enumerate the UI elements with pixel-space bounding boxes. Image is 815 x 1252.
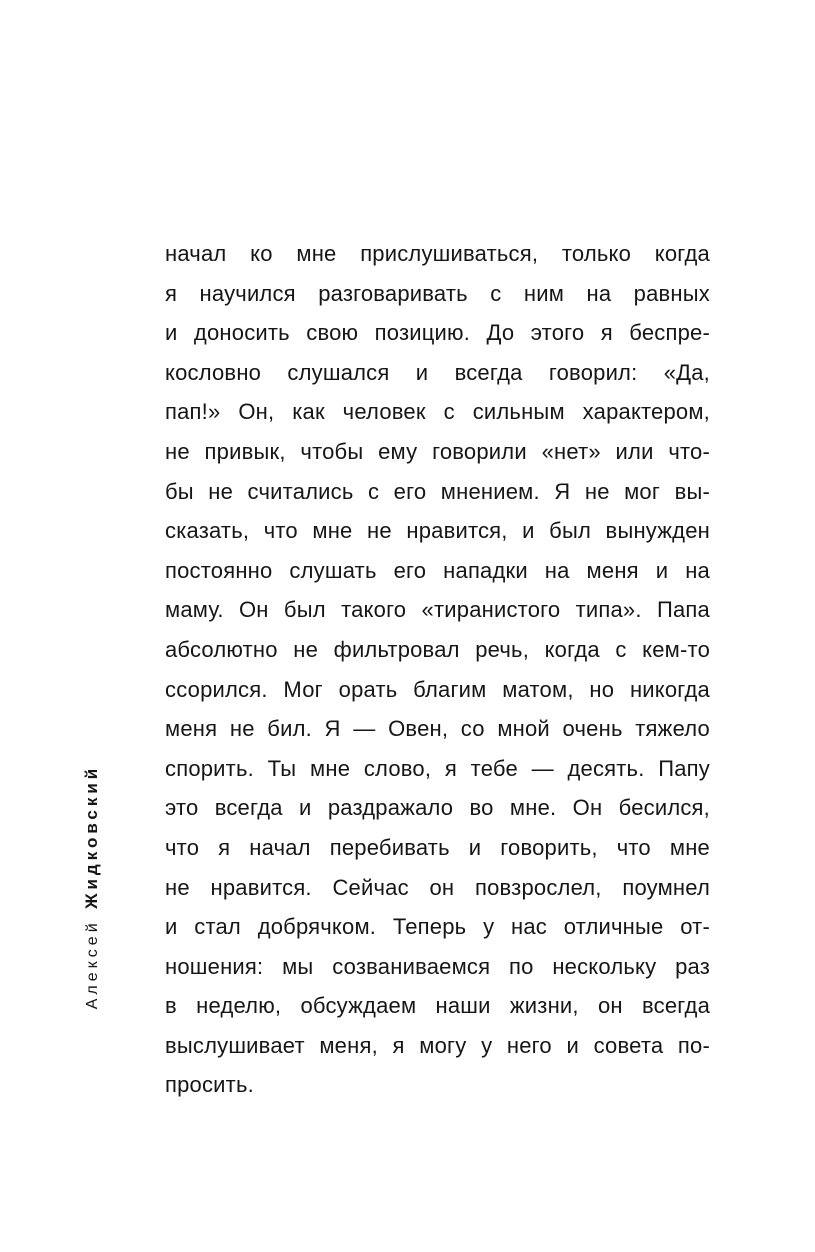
text-line: не нравится. Сейчас он повзрослел, поумнел <box>165 874 710 900</box>
text-line: ношения: мы созваниваемся по нескольку раз <box>165 953 710 979</box>
text-line: в неделю, обсуждаем наши жизни, он всегда <box>165 993 710 1019</box>
author-vertical-label <box>82 727 108 1047</box>
text-line: абсолютно не фильтровал речь, когда с кем-то <box>165 636 710 662</box>
text-line: начал ко мне прислушиваться, только когда <box>165 241 710 266</box>
text-line: маму. Он был такого «тиранистого типа». Папа <box>165 597 710 623</box>
text-line: ссорился. Мог орать благим матом, но никогда <box>165 676 710 702</box>
text-line: и доносить свою позицию. До этого я беспре- <box>165 320 710 346</box>
text-line: это всегда и раздражало во мне. Он бесился, <box>165 795 710 821</box>
body-text-block <box>165 234 710 1105</box>
text-line: бы не считались с его мнением. Я не мог вы- <box>165 478 710 504</box>
text-line: меня не бил. Я — Овен, со мной очень тяжело <box>165 716 710 742</box>
text-line: я научился разговаривать с ним на равных <box>165 280 710 306</box>
text-line: постоянно слушать его нападки на меня и на <box>165 557 710 583</box>
text-line: что я начал перебивать и говорить, что мне <box>165 834 710 860</box>
text-line: пап!» Он, как человек с сильным характером, <box>165 399 710 425</box>
text-line: выслушивает меня, я могу у него и совета по- <box>165 1032 710 1058</box>
text-line: не привык, чтобы ему говорили «нет» или что- <box>165 438 710 464</box>
text-line: кословно слушался и всегда говорил: «Да, <box>165 359 710 385</box>
text-line: спорить. Ты мне слово, я тебе — десять. Папу <box>165 755 710 781</box>
text-line: сказать, что мне не нравится, и был вынужден <box>165 518 710 544</box>
text-line: просить. <box>165 1072 254 1098</box>
author-first-name: Алексей <box>84 919 101 1010</box>
author-last-name: Жидковский <box>82 764 101 909</box>
text-line: и стал добрячком. Теперь у нас отличные от- <box>165 914 710 940</box>
